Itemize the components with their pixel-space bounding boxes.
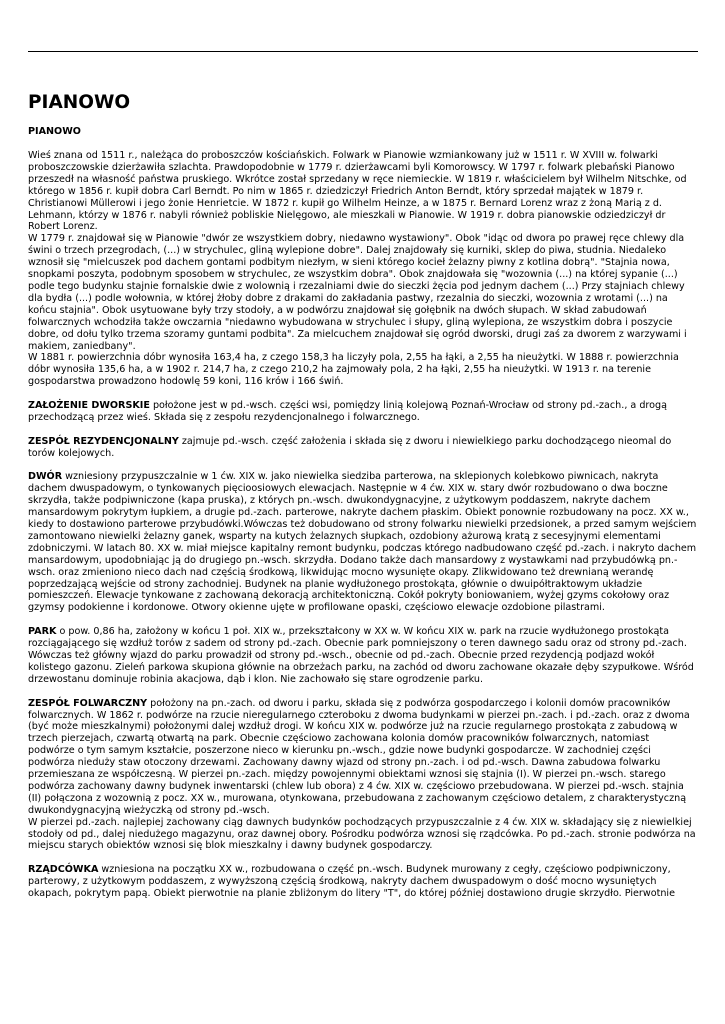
paragraph-text: o pow. 0,86 ha, założony w końcu 1 poł. XIX w., przekształcony w XX w. W końcu XIX w. park na rzucie wydłużonego prostokąta rozciągającego się wzdłuż torów z sadem od strony pd.-zach. Obecnie park pomniejszony o teren dawnego sadu oraz od strony pd.-zach. Wówczas też główny wjazd do parku prowadził od strony pd.-wsch., obecnie od pd.-zach. Obecnie przed rezydencją podjazd wokół kolistego gazonu. Zieleń parkowa skupiona głównie na obrzeżach parku, na zachód od dworu zachowane okazałe dęby szypułkowe. Wśród drzewostanu dominuje robinia akacjowa, dąb i klon. Nie zachowało się stare ogrodzenie parku. — [28, 626, 694, 685]
paragraph-zespol-rezydencjonalny — [28, 436, 698, 460]
page-subtitle: PIANOWO — [28, 126, 81, 137]
paragraph-lead: DWÓR — [28, 471, 63, 483]
paragraph-pierzeja — [28, 817, 698, 853]
paragraph-lead: PARK — [28, 626, 57, 638]
paragraph-text: zajmuje pd.-wsch. część założenia i składa się z dworu i niewielkiego parku dochodzącego nieomal do torów kolejowych. — [28, 435, 672, 459]
paragraph-history — [28, 150, 698, 233]
paragraph-text: położone jest w pd.-wsch. części wsi, pomiędzy linią kolejową Poznań-Wrocław od strony pd.-zach., a drogą przechodzącą przez wieś. Składa się z zespołu rezydencjonalnego i folwarcznego. — [28, 400, 668, 423]
paragraph-lead: ZESPÓŁ REZYDENCJONALNY — [28, 435, 179, 447]
page-title: PIANOWO — [28, 92, 131, 113]
paragraph-park — [28, 626, 698, 686]
paragraph-lead: RZĄDCÓWKA — [28, 864, 99, 876]
paragraph-lead: ZAŁOŻENIE DWORSKIE — [28, 400, 150, 412]
paragraph-text: wzniesiony przypuszczalnie w 1 ćw. XIX w. jako niewielka siedziba parterowa, na sklepionych kolebkowo piwnicach, nakryta dachem dwuspadowym, o tynkowanych pięcioosiowych elewacjach. Następnie w 4 ćw. XIX w. stary dwór rozbudowano o dwa boczne skrzydła, także podpiwniczone (kapa pruska), z których pn.-wsch. dwukondygnacyjne, z użytkowym poddaszem, nakryte dachem mansardowym pokrytym łupkiem, a drugie pd.-zach. parterowe, nakryte dachem płaskim. Obiekt ponownie rozbudowany na pocz. XX w., kiedy to dostawiono parterowe przybudówki.Wówczas też dobudowano od strony folwarku niewielki przedsionek, a przed samym wejściem zamontowano niewielki żelazny ganek, wsparty na kutych żelaznych słupkach, ozdobiony ażurową kratą z secesyjnymi elementami zdobniczymi. W latach 80. XX w. miał miejsce kapitalny remont budynku, podczas którego nadbudowano część pd.-zach. i nakryto dachem mansardowym, upodobniając ją do drugiego pn.-wsch. skrzydła. Dodano także dach mansardowy z wystawkami nad przybudówką pn.-wsch. oraz zmieniono nieco dach nad częścią środkową, likwidując mocno wysunięte okapy. Zlikwidowano też drewnianą werandę poprzedzającą wejście od strony zachodniej. Budynek na planie wydłużonego prostokąta, głównie o dwuipółtraktowym układzie pomieszczeń. Elewacje tynkowane z zachowaną dekoracją architektoniczną. Cokół pokryty boniowaniem, wyżej gzyms cokołowy oraz gzymsy podokienne i kordonowe. Otwory okienne ujęte w profilowane opaski, częściowo elewacje ozdobione pilastrami. — [28, 471, 697, 614]
paragraph-text: W 1881 r. powierzchnia dóbr wynosiła 163,4 ha, z czego 158,3 ha liczyły pola, 2,55 ha łąki, a 2,55 ha nieużytki. W 1888 r. powierzchnia dóbr wynosiła 135,6 ha, a w 1902 r. 214,7 ha, z czego 210,2 ha zajmowały pola, 2 ha łąki, 2,55 ha nieużytki. W 1913 r. na terenie gospodarstwa prowadzono hodowlę 59 koni, 116 krów i 166 świń. — [28, 352, 679, 388]
paragraph-area — [28, 352, 698, 388]
top-rule — [28, 51, 698, 52]
document-body — [28, 150, 698, 900]
paragraph-zalozenie — [28, 400, 698, 424]
paragraph-1779 — [28, 233, 698, 352]
paragraph-text: W 1779 r. znajdował się w Pianowie "dwór ze wszystkiem dobry, niedawno wystawiony". Obok "idąc od dwora po prawej ręce chlewy dla świni o trzech przegrodach, (...) w strychulec, gliną wylepione dobre". Dalej znajdowały się kurniki, sklep do piwa, studnia. Niedaleko wznosił się "mielcuszek pod dachem gontami podbitym niezłym, w sieni którego kocieł żelazny piwny z kotlina dobrą". "Stajnia nowa, snopkami poszyta, podobnym sposobem w strychulec, ze wszystkim dobra". Obok znajdowała się "wozownia (...) na której sypanie (...) podle tego budynku stajnie fornalskie dwie z wolownią i rzezalniami dwie do sieczki żęcia pod jednym dachem (...) Przy stajniach chlewy dla bydła (...) podle wołownia, w której żłoby dobre z drakami do zakładania pastwy, rzezalnia do sieczki, wozownia z wrotami (...) na końcu stajnia". Obok usytuowane były trzy stodoły, a w podwórzu znajdował się gołębnik na dwóch słupach. W skład zabudowań folwarcznych wchodziła także owczarnia "niedawno wybudowana w strychulec i słupy, gliną wylepiona, ze wszystkim dobra i poszycie dobre, od dołu tylko trzema szoramy guntami podbita". Za mielcuchem znajdował się ogród dworski, drugi zaś za dworem z warzywami i makiem, zaniedbany". — [28, 233, 687, 352]
paragraph-text: W pierzei pd.-zach. najlepiej zachowany ciąg dawnych budynków pochodzących przypuszczalnie z 4 ćw. XIX w. składający się z niewielkiej stodoły od pd., dalej niedużego magazynu, oraz dawnej obory. Pośrodku podwórza wznosi się rządcówka. Po pd.-zach. stronie podwórza na miejscu starych obiektów wznosi się blok mieszkalny i dawny budynek gospodarczy. — [28, 816, 696, 852]
paragraph-text: położony na pn.-zach. od dworu i parku, składa się z podwórza gospodarczego i kolonii domów pracowników folwarcznych. W 1862 r. podwórze na rzucie nieregularnego czteroboku z dwoma budynkami w pierzei pn.-zach. i pd.-zach. oraz z dwoma (być może mieszkalnymi) położonymi dalej wzdłuż drogi. W końcu XIX w. podwórze już na rzucie regularnego prostokąta z zabudową w trzech pierzejach, czwartą otwartą na park. Obecnie częściowo zachowana kolonia domów pracowników folwarcznych, natomiast podwórze o tym samym kształcie, poszerzone nieco w kierunku pn.-wsch., gdzie nowe budynki gospodarcze. W zachodniej części podwórza nieduży staw otoczony drzewami. Zachowany dawny wjazd od strony pn.-zach. i od pd.-wsch. Dawna zabudowa folwarku przemieszana ze współczesną. W pierzei pn.-zach. między powojennymi obiektami wznosi się stajnia (I). W pierzei pn.-wsch. starego podwórza zachowany dawny budynek inwentarski (chlew lub obora) z 4 ćw. XIX w. częściowo przebudowana. W pierzei pd.-wsch. stajnia (II) połączona z wozownią z pocz. XX w., murowana, otynkowana, przebudowana z zachowanym częściowo detalem, z charakterystyczną dwukondygnacyjną wieżyczką od strony pd.-wsch. — [28, 697, 690, 816]
paragraph-rzadcowka — [28, 864, 698, 900]
paragraph-text: Wieś znana od 1511 r., należąca do proboszczów kościańskich. Folwark w Pianowie wzmiankowany już w 1511 r. W XVIII w. folwarki proboszczowskie dzierżawiła szlachta. Prawdopodobnie w 1779 r. dzierżawcami byli Komorowscy. W 1797 r. folwark plebański Pianowo przeszedł na własność państwa pruskiego. Wkrótce został sprzedany w ręce niemieckie. W 1819 r. właścicielem był Wilhelm Nitschke, od którego w 1856 r. kupił dobra Carl Berndt. Po nim w 1865 r. dziedziczył Friedrich Anton Berndt, który sprzedał majątek w 1879 r. Christianowi Müllerowi i jego żonie Henrietcie. W 1872 r. kupił go Wilhelm Heinze, a w 1875 r. Bernard Lorenz wraz z żoną Marią z d. Lehmann, którzy w 1876 r. nabyli również pobliskie Nielęgowo, ale mieszkali w Pianowie. W 1919 r. dobra pianowskie odziedziczył dr Robert Lorenz. — [28, 150, 687, 233]
paragraph-zespol-folwarczny — [28, 698, 698, 817]
paragraph-lead: ZESPÓŁ FOLWARCZNY — [28, 697, 148, 709]
paragraph-text: wzniesiona na początku XX w., rozbudowana o część pn.-wsch. Budynek murowany z cegły, częściowo podpiwniczony, parterowy, z użytkowym poddaszem, z wywyższoną częścią środkową, nakryty dachem dwuspadowym o dość mocno wysuniętych okapach, pokrytym papą. Obiekt pierwotnie na planie zbliżonym do litery "T", do której później dostawiono drugie skrzydło. Pierwotnie — [28, 864, 675, 900]
paragraph-dwor — [28, 471, 698, 614]
